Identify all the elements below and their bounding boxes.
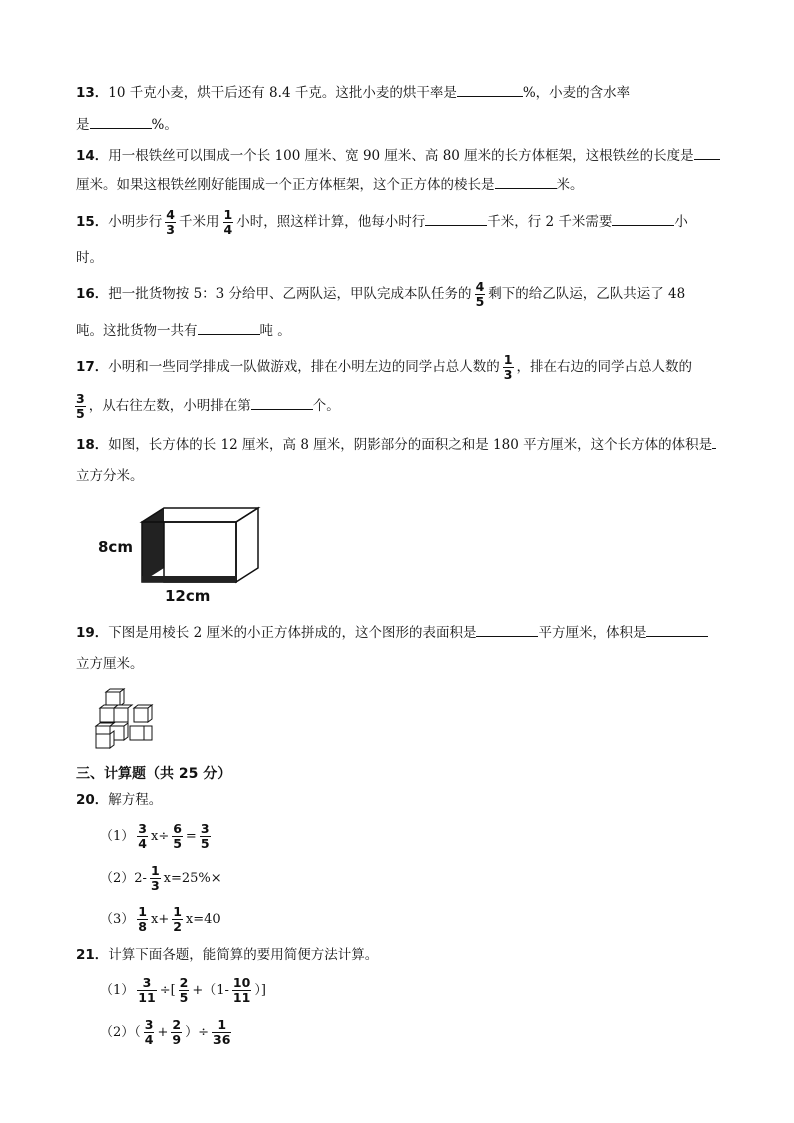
fraction: $\frac{1}{2}$	[173, 904, 182, 934]
question-21-title	[76, 945, 378, 965]
question-18-line-2	[76, 466, 144, 486]
fraction: $\frac{3}{4}$	[138, 821, 147, 851]
fraction: $\frac{2}{9}$	[172, 1017, 182, 1047]
fraction: $\frac{1}{36}$	[213, 1017, 231, 1047]
question-text: 吨 。	[259, 323, 291, 339]
question-text: 千米，行 2 千米需要	[487, 214, 613, 230]
question-15-line-1	[76, 208, 688, 237]
question-text: 解方程。	[108, 792, 163, 808]
answer-blank[interactable]	[495, 174, 557, 189]
cuboid-figure	[138, 504, 262, 586]
question-text: 小明步行	[108, 214, 163, 230]
question-text: 下图是用棱长 2 厘米的小正方体拼成的，这个图形的表面积是	[108, 625, 477, 641]
question-13-line-2	[76, 114, 178, 135]
question-text: 剩下的给乙队运，乙队共运了 48	[488, 286, 686, 302]
expression-1	[100, 976, 266, 1005]
question-text: 小明和一些同学排成一队做游戏，排在小明左边的同学占总人数的	[108, 359, 500, 375]
fraction: $\frac{3}{5}$	[76, 391, 85, 421]
equation-3	[100, 905, 221, 934]
question-19-line-1	[76, 622, 708, 643]
question-14-line-2	[76, 174, 584, 195]
question-number: 19．	[76, 625, 109, 641]
question-text: 如图，长方体的长 12 厘米，高 8 厘米，阴影部分的面积之和是 180 平方厘米，这个长方体的体积是	[108, 437, 713, 453]
fraction: $\frac{4}{3}$	[166, 207, 175, 237]
expression-text: +（1-	[192, 983, 229, 998]
question-text: ，排在右边的同学占总人数的	[516, 359, 692, 375]
question-text: 把一批货物按 5：3 分给甲、乙两队运，甲队完成本队任务的	[108, 286, 472, 302]
front-face	[164, 522, 236, 582]
answer-blank[interactable]	[646, 622, 708, 637]
question-number: 16．	[76, 286, 109, 302]
item-index: （3）	[100, 912, 135, 927]
question-text: 米。	[556, 177, 584, 193]
question-text: %，小麦的含水率	[522, 85, 631, 101]
expression-2	[100, 1018, 234, 1047]
question-17-line-1	[76, 353, 692, 382]
expression-text: =	[185, 829, 197, 844]
fraction: $\frac{3}{4}$	[144, 1017, 154, 1047]
question-text: 立方分米。	[76, 468, 144, 484]
question-text: 计算下面各题，能简算的要用简便方法计算。	[108, 947, 379, 963]
shaded-bottom-strip	[142, 576, 236, 582]
question-17-line-2	[72, 392, 340, 421]
fraction: $\frac{2}{5}$	[179, 975, 189, 1005]
fraction: $\frac{6}{5}$	[173, 821, 182, 851]
answer-blank[interactable]	[694, 145, 720, 160]
question-text: 吨。这批货物一共有	[76, 323, 198, 339]
expression-text: x=40	[185, 912, 221, 927]
expression-text: x+	[150, 912, 170, 927]
question-number: 13．	[76, 85, 109, 101]
question-13-line-1	[76, 82, 630, 103]
expression-text: ）]	[254, 983, 266, 998]
question-text: 厘米。如果这根铁丝刚好能围成一个正方体框架，这个正方体的棱长是	[76, 177, 495, 193]
answer-blank[interactable]	[476, 622, 538, 637]
expression-text: x=25%×	[163, 871, 222, 886]
question-text: 小	[674, 214, 688, 230]
fraction: $\frac{4}{5}$	[475, 279, 485, 309]
fraction: $\frac{1}{3}$	[503, 352, 513, 382]
question-number: 17．	[76, 359, 109, 375]
question-number: 15．	[76, 214, 109, 230]
question-16-line-2	[76, 320, 291, 341]
item-index: （2）	[100, 871, 135, 886]
question-text: ，从右往左数，小明排在第	[88, 398, 251, 414]
question-text: 10 千克小麦，烘干后还有 8.4 千克。这批小麦的烘干率是	[108, 85, 457, 101]
question-text: 千米用	[179, 214, 220, 230]
question-number: 20．	[76, 792, 109, 808]
expression-text: x÷	[150, 829, 170, 844]
question-number: 21．	[76, 947, 109, 963]
item-index: （1）	[100, 983, 135, 998]
expression-text: ）÷	[185, 1025, 209, 1040]
fraction: $\frac{3}{11}$	[138, 975, 156, 1005]
answer-blank[interactable]	[251, 395, 313, 410]
section-heading: 三、计算题（共 25 分）	[76, 766, 232, 782]
height-label: 8cm	[98, 538, 133, 556]
question-text: 时。	[76, 250, 103, 266]
fraction: $\frac{1}{8}$	[138, 904, 147, 934]
expression-text: 2-	[134, 871, 147, 886]
fraction: $\frac{10}{11}$	[232, 975, 251, 1005]
question-text: 小时，照这样计算，他每小时行	[236, 214, 426, 230]
question-text: 立方厘米。	[76, 656, 144, 672]
fraction: $\frac{1}{3}$	[150, 863, 160, 893]
fraction: $\frac{3}{5}$	[200, 821, 210, 851]
question-20-title	[76, 790, 162, 810]
item-index: （2）（	[100, 1025, 141, 1040]
answer-blank[interactable]	[198, 320, 260, 335]
answer-blank[interactable]	[712, 434, 716, 449]
expression-text: +	[157, 1025, 169, 1040]
question-18-line-1	[76, 434, 716, 455]
question-16-line-1	[76, 280, 685, 309]
fraction: $\frac{1}{4}$	[223, 207, 233, 237]
question-19-line-2	[76, 654, 144, 674]
answer-blank[interactable]	[457, 82, 523, 97]
question-text: 个。	[312, 398, 340, 414]
right-face	[236, 508, 258, 582]
question-14-line-1	[76, 145, 720, 166]
question-text: 用一根铁丝可以围成一个长 100 厘米、宽 90 厘米、高 80 厘米的长方体框架，这根铁丝的长度是	[108, 148, 694, 164]
question-text: 是	[76, 117, 90, 133]
item-index: （1）	[100, 829, 135, 844]
answer-blank[interactable]	[425, 211, 487, 226]
equation-2	[100, 864, 222, 893]
question-text: %。	[151, 117, 178, 133]
question-number: 18．	[76, 437, 109, 453]
cubes-figure	[94, 688, 156, 754]
answer-blank[interactable]	[90, 114, 152, 129]
question-number: 14．	[76, 148, 109, 164]
answer-blank[interactable]	[612, 211, 674, 226]
expression-text: ÷[	[159, 983, 176, 998]
question-15-line-2	[76, 248, 103, 268]
question-text: 平方厘米，体积是	[538, 625, 647, 641]
equation-1	[100, 822, 214, 851]
length-label: 12cm	[165, 587, 211, 605]
